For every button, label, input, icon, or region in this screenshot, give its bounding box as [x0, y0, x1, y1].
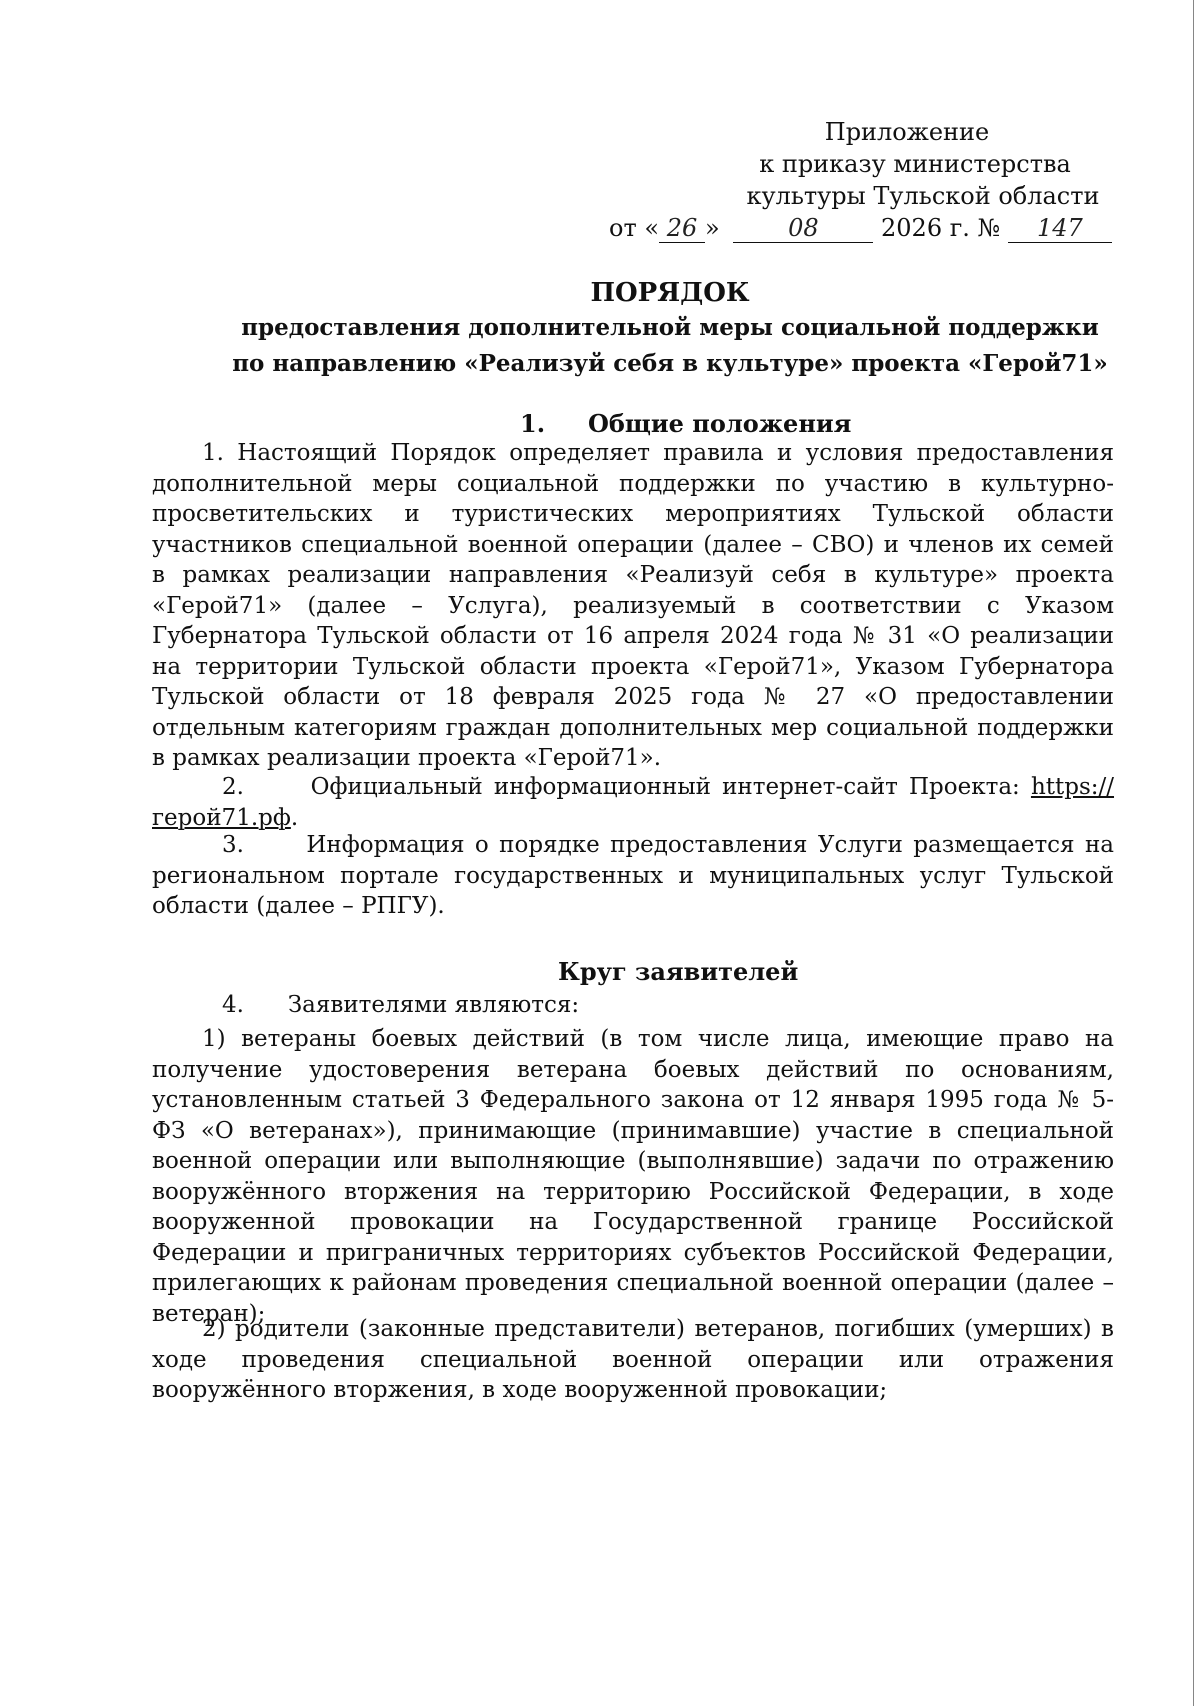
document-subtitle-line2: по направлению «Реализуй себя в культуре» проекта «Герой71»: [232, 350, 1108, 377]
appendix-label: Приложение: [824, 118, 990, 146]
section1-heading: Общие положения: [588, 409, 852, 438]
scan-edge-line: [1193, 0, 1194, 1706]
paragraph-2: 2. Официальный информационный интернет-сайт Проекта: https://герой71.рф.: [152, 774, 1115, 831]
paragraph-3: [152, 830, 1114, 922]
project-site-link[interactable]: https://герой71.рф: [152, 774, 1115, 831]
paragraph-4-text: Заявителями являются:: [287, 992, 580, 1018]
appendix-order-ref: к приказу министерства: [759, 150, 1071, 178]
date-year: 2026 г. №: [881, 214, 1001, 242]
document-subtitle-line1: предоставления дополнительной меры социальной поддержки: [241, 314, 1099, 341]
paragraph-3-number: 3.: [222, 832, 244, 858]
paragraph-4: [152, 990, 1114, 1021]
appendix-header: [600, 116, 1120, 212]
paragraph-2-number: 2.: [222, 774, 244, 800]
paragraph-2-text: Официальный информационный интернет-сайт Проекта:: [310, 774, 1020, 800]
document-title: ПОРЯДОК: [590, 278, 750, 308]
paragraph-3-text: Информация о порядке предоставления Услуги размещается на региональном портале государственных и муниципальных услуг Тульской области (далее – РПГУ).: [152, 832, 1114, 919]
order-number: 147: [1008, 214, 1112, 243]
date-mid: »: [705, 214, 720, 242]
paragraph-4-number: 4.: [222, 992, 244, 1018]
order-date-line: [609, 212, 1119, 244]
date-prefix: от «: [609, 214, 660, 242]
applicant-item-1: 1) ветераны боевых действий (в том числе лица, имеющие право на получение удостоверения ветерана боевых действий по основаниям, установленным статьей 3 Федерального закона от 12 января 1995 года № 5-ФЗ «О ветеранах»), принимающие (принимавшие) участие в специальной военной операции или выполняющие (выполнявшие) задачи по отражению вооружённого вторжения на территорию Российской Федерации, в ходе вооруженной провокации на Государственной границе Российской Федерации и приграничных территориях субъектов Российской Федерации, прилегающих к районам проведения специальной военной операции (далее – ветеран);: [152, 1026, 1114, 1327]
date-day: 26: [659, 214, 705, 243]
applicant-item-2: 2) родители (законные представители) ветеранов, погибших (умерших) в ходе проведения специальной военной операции или отражения вооружённого вторжения, в ходе вооруженной провокации;: [152, 1316, 1114, 1403]
section1-number: 1.: [520, 409, 546, 438]
date-month: 08: [733, 214, 873, 243]
section2-heading: Круг заявителей: [558, 957, 799, 986]
appendix-ministry: культуры Тульской области: [746, 182, 1100, 210]
paragraph-1: 1. Настоящий Порядок определяет правила и условия предоставления дополнительной меры социальной поддержки по участию в культурно-просветительских и туристических мероприятиях Тульской области участников специальной военной операции (далее – СВО) и членов их семей в рамках реализации направления «Реализуй себя в культуре» проекта «Герой71» (далее – Услуга), реализуемый в соответствии с Указом Губернатора Тульской области от 16 апреля 2024 года № 31 «О реализации на территории Тульской области проекта «Герой71», Указом Губернатора Тульской области от 18 февраля 2025 года № 27 «О предоставлении отдельным категориям граждан дополнительных мер социальной поддержки в рамках реализации проекта «Герой71».: [152, 440, 1114, 771]
